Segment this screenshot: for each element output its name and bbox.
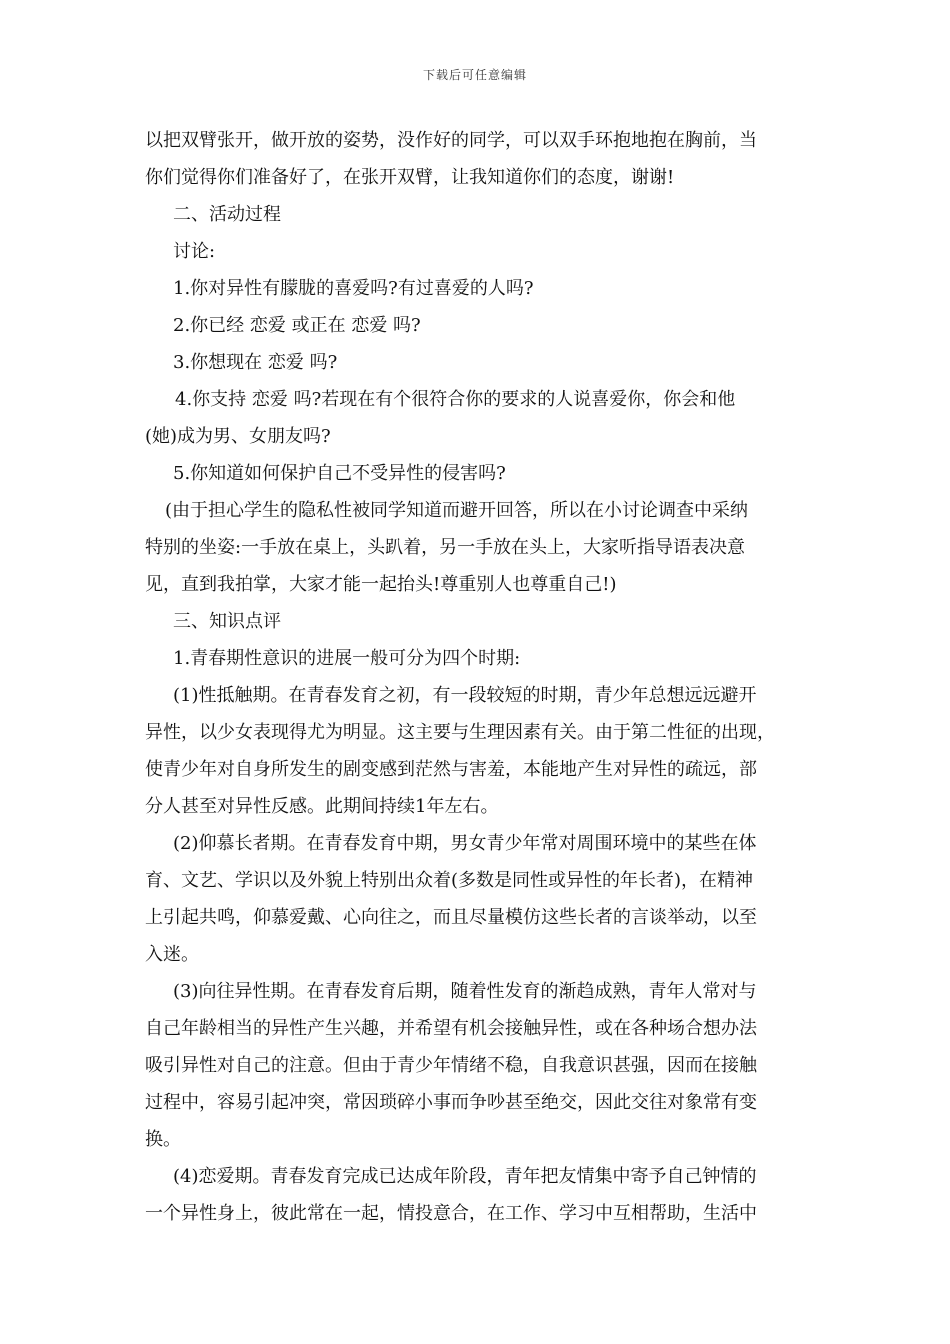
text-line: 育、文艺、学识以及外貌上特别出众着(多数是同性或异性的年长者)，在精神 bbox=[145, 870, 754, 891]
text-line: 过程中，容易引起冲突，常因琐碎小事而争吵甚至绝交，因此交往对象常有变 bbox=[145, 1092, 757, 1113]
text-line: 使青少年对自身所发生的剧变感到茫然与害羞，本能地产生对异性的疏远，部 bbox=[145, 759, 757, 780]
text-line: 上引起共鸣，仰慕爱戴、心向往之，而且尽量模仿这些长者的言谈举动，以至 bbox=[145, 907, 757, 928]
text-line: 分人甚至对异性反感。此期间持续1年左右。 bbox=[145, 796, 499, 817]
page-header: 下载后可任意编辑 bbox=[422, 68, 527, 82]
text-line: (她)成为男、女朋友吗? bbox=[145, 426, 331, 447]
text-line: 入迷。 bbox=[145, 944, 199, 965]
list-item: 2.你已经 恋爱 或正在 恋爱 吗? bbox=[173, 315, 421, 336]
text-line: 特别的坐姿:一手放在桌上，头趴着，另一手放在头上，大家听指导语表决意 bbox=[145, 537, 746, 558]
list-item: 1.青春期性意识的进展一般可分为四个时期: bbox=[173, 648, 521, 669]
text-line: (4)恋爱期。青春发育完成已达成年阶段，青年把友情集中寄予自己钟情的 bbox=[173, 1166, 757, 1187]
text-line: 讨论: bbox=[173, 241, 216, 262]
text-line: 见，直到我拍掌，大家才能一起抬头!尊重别人也尊重自己!) bbox=[145, 574, 617, 595]
list-item: 3.你想现在 恋爱 吗? bbox=[173, 352, 338, 373]
text-line: (由于担心学生的隐私性被同学知道而避开回答，所以在小讨论调查中采纳 bbox=[165, 500, 749, 521]
text-line: 吸引异性对自己的注意。但由于青少年情绪不稳，自我意识甚强，因而在接触 bbox=[145, 1055, 757, 1076]
list-item: 1.你对异性有朦胧的喜爱吗?有过喜爱的人吗? bbox=[173, 278, 534, 299]
text-line: 以把双臂张开，做开放的姿势，没作好的同学，可以双手环抱地抱在胸前，当 bbox=[145, 130, 757, 151]
text-line: 自己年龄相当的异性产生兴趣，并希望有机会接触异性，或在各种场合想办法 bbox=[145, 1018, 757, 1039]
text-line: 一个异性身上，彼此常在一起，情投意合，在工作、学习中互相帮助，生活中 bbox=[145, 1203, 757, 1224]
section-heading: 二、活动过程 bbox=[173, 204, 281, 225]
text-line: (1)性抵触期。在青春发育之初，有一段较短的时期，青少年总想远远避开 bbox=[173, 685, 757, 706]
section-heading: 三、知识点评 bbox=[173, 611, 281, 632]
list-item: 5.你知道如何保护自己不受异性的侵害吗? bbox=[173, 463, 506, 484]
text-line: 换。 bbox=[145, 1129, 181, 1150]
text-line: (3)向往异性期。在青春发育后期，随着性发育的渐趋成熟，青年人常对与 bbox=[173, 981, 757, 1002]
document-body bbox=[145, 122, 815, 1232]
text-line: (2)仰慕长者期。在青春发育中期，男女青少年常对周围环境中的某些在体 bbox=[173, 833, 757, 854]
list-item: 4.你支持 恋爱 吗?若现在有个很符合你的要求的人说喜爱你，你会和他 bbox=[175, 389, 736, 410]
text-line: 异性，以少女表现得尤为明显。这主要与生理因素有关。由于第二性征的出现， bbox=[145, 722, 775, 743]
text-line: 你们觉得你们准备好了，在张开双臂，让我知道你们的态度，谢谢! bbox=[145, 167, 675, 188]
